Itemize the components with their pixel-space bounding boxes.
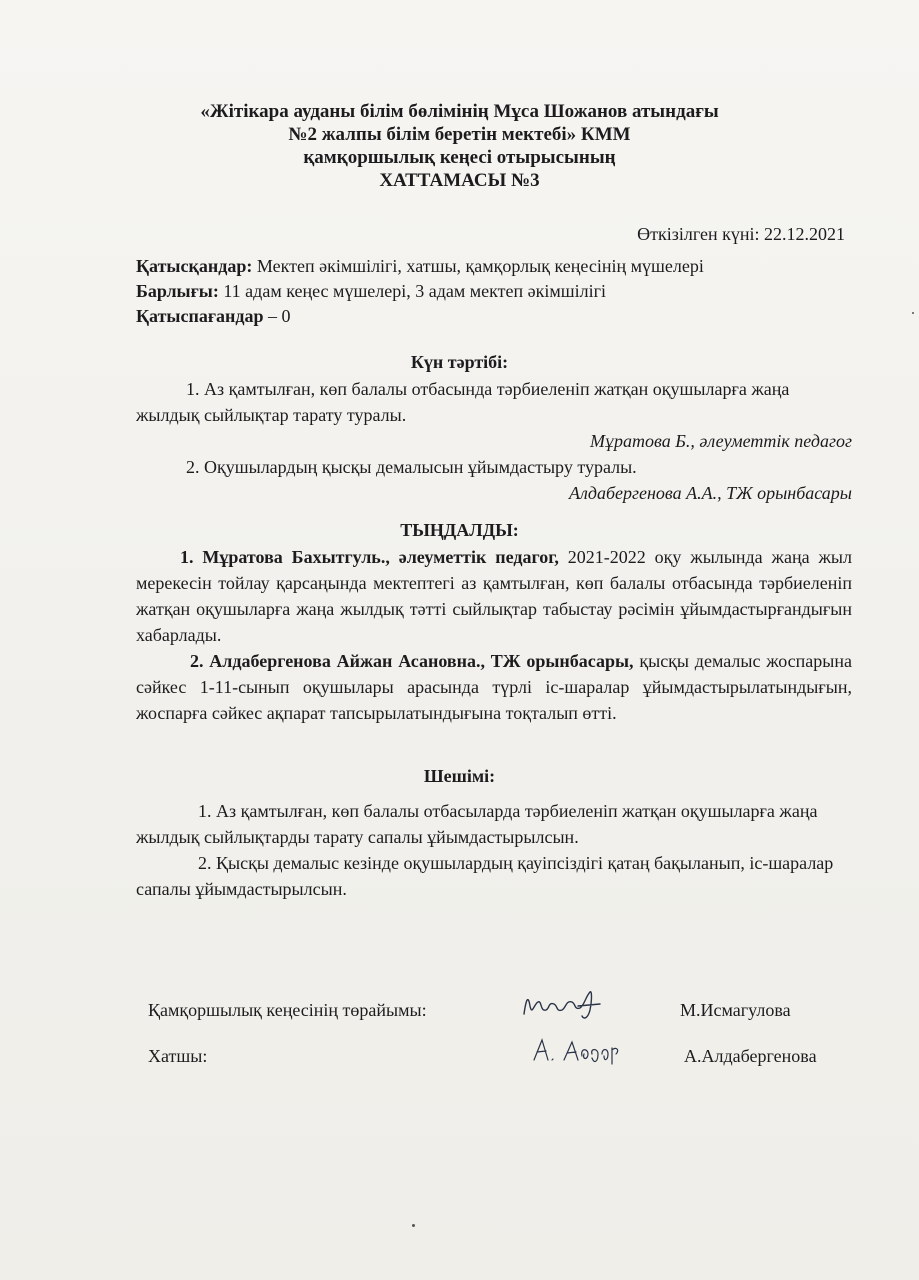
document-title bbox=[0, 100, 919, 192]
absent-value: – 0 bbox=[263, 306, 291, 326]
agenda-heading: Күн тәртібі: bbox=[410, 352, 509, 372]
agenda-item-1-responsible: Мұратова Б., әлеуметтік педагог bbox=[590, 431, 852, 451]
agenda-item-1: 1. Аз қамтылған, көп балалы отбасында тәрбиеленіп жатқан оқушыларға жаңа жылдық сыйлықтар тарату туралы. bbox=[136, 379, 790, 425]
chair-signature-icon bbox=[518, 986, 618, 1026]
secretary-role: Хатшы: bbox=[148, 1046, 208, 1066]
heard-block bbox=[136, 544, 852, 726]
attendance-block bbox=[136, 254, 704, 329]
present-value: Мектеп әкімшілігі, хатшы, қамқорлық кеңесінің мүшелері bbox=[252, 256, 704, 276]
decision-heading: Шешімі: bbox=[423, 766, 496, 786]
total-label: Барлығы: bbox=[136, 281, 219, 301]
title-line-3: қамқоршылық кеңесі отырысының bbox=[303, 147, 616, 168]
heard-text-1: 2021-2022 оқу жылында жаңа жыл мерекесін тойлау қарсаңында мектептегі аз қамтылған, көп балалы отбасында тәрбиеленіп жатқан оқушыларға жаңа жылдық тәтті сыйлықтар табыстау рәсімін ұйымдастырғандығын хабарлады. bbox=[136, 547, 852, 645]
decision-item-2: 2. Қысқы демалыс кезінде оқушылардың қауіпсіздігі қатаң бақыланып, іс-шаралар сапалы ұйымдастырылсын. bbox=[136, 853, 834, 899]
decision-block bbox=[136, 798, 852, 902]
agenda-block bbox=[136, 376, 852, 506]
attendance-total bbox=[136, 279, 704, 304]
heard-speaker-1: 1. Мұратова Бахытгуль., әлеуметтік педагог, bbox=[180, 547, 559, 567]
secretary-name: А.Алдабергенова bbox=[684, 1046, 817, 1066]
secretary-signature-icon bbox=[528, 1034, 628, 1070]
meeting-date: Өткізілген күні: 22.12.2021 bbox=[637, 224, 845, 244]
agenda-item-2: 2. Оқушылардың қысқы демалысын ұйымдастыру туралы. bbox=[186, 457, 637, 477]
absent-label: Қатыспағандар bbox=[136, 306, 264, 326]
heard-paragraph-2 bbox=[136, 648, 852, 726]
paper-speck bbox=[912, 312, 914, 314]
heard-heading: ТЫҢДАЛДЫ: bbox=[400, 520, 519, 540]
attendance-present bbox=[136, 254, 704, 279]
heard-paragraph-1 bbox=[136, 544, 852, 648]
title-line-4: ХАТТАМАСЫ №3 bbox=[379, 170, 540, 191]
title-line-2: №2 жалпы білім беретін мектебі» КММ bbox=[288, 124, 631, 145]
total-value: 11 адам кеңес мүшелері, 3 адам мектеп әкімшілігі bbox=[218, 281, 607, 301]
present-label: Қатысқандар: bbox=[136, 256, 253, 276]
heard-text-2: қысқы демалыс жоспарына сәйкес 1-11-сынып оқушылары арасында түрлі іс-шаралар ұйымдастырылатындығын, жоспарға сәйкес ақпарат тапсырылатындығына тоқталып өтті. bbox=[136, 651, 852, 723]
attendance-absent bbox=[136, 304, 704, 329]
title-line-1: «Жітікара ауданы білім бөлімінің Мұса Шожанов атындағы bbox=[200, 101, 719, 122]
heard-speaker-2: 2. Алдабергенова Айжан Асановна., ТЖ орынбасары, bbox=[190, 651, 634, 671]
paper-speck bbox=[412, 1224, 415, 1227]
chair-role: Қамқоршылық кеңесінің төрайымы: bbox=[148, 1000, 427, 1020]
decision-item-1: 1. Аз қамтылған, көп балалы отбасыларда тәрбиеленіп жатқан оқушыларға жаңа жылдық сыйлықтарды тарату сапалы ұйымдастырылсын. bbox=[136, 801, 818, 847]
agenda-item-2-responsible: Алдабергенова А.А., ТЖ орынбасары bbox=[569, 483, 852, 503]
chair-name: М.Исмагулова bbox=[680, 1000, 791, 1020]
